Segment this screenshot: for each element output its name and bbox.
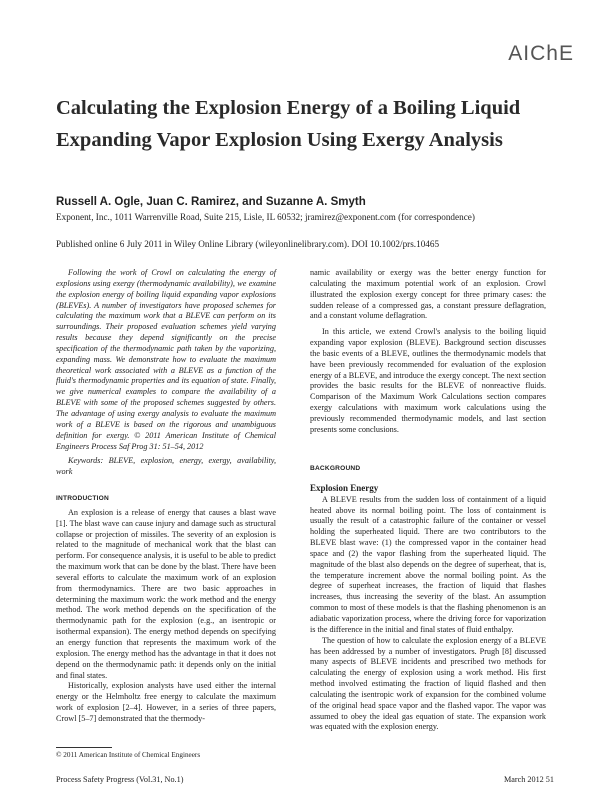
- footnote-divider: [56, 747, 112, 748]
- author-affiliation: Exponent, Inc., 1011 Warrenville Road, Suite 215, Lisle, IL 60532; jramirez@exponent.com (for correspondence): [56, 212, 475, 222]
- introduction-section: [56, 494, 276, 725]
- aiche-logo: AIChE: [508, 42, 574, 65]
- keywords: Keywords: BLEVE, explosion, energy, exergy, availability, work: [56, 456, 276, 477]
- background-section: [310, 464, 546, 733]
- explosion-energy-subheading: Explosion Energy: [310, 482, 379, 493]
- abstract-text: Following the work of Crowl on calculating the energy of explosions using exergy (thermodynamic availability), we examine the explosion energy of boiling liquid expanding vapor explosions (BLEVEs). A number of investigators have proposed schemes for calculating the maximum work that a BLEVE can perform on its surroundings. Their proposed evaluation schemes yield varying results because they depend significantly on the precise specification of the thermodynamic path taken by the vaporizing, expanding mass. We demonstrate how to evaluate the maximum theoretical work associated with a BLEVE as a function of the fluid's thermodynamic properties and its equation of state. Finally, we give numerical examples to compare the availability of a BLEVE with some of the proposed schemes suggested by others. The advantage of using exergy analysis to evaluate the maximum work of a BLEVE is based on the rigorous and unambiguous definition for exergy. © 2011 American Institute of Chemical Engineers Process Saf Prog 31: 51–54, 2012: [56, 268, 276, 451]
- date-page-footer: March 2012 51: [503, 775, 554, 784]
- journal-footer: Process Safety Progress (Vol.31, No.1): [56, 775, 184, 784]
- body-paragraph: In this article, we extend Crowl's analysis to the boiling liquid expanding vapor explosion (BLEVE). Background section discusses the basic events of a BLEVE, outlines the thermodynamic models that have been previously recommended for evaluation of the explosion energy of a BLEVE, and introduce the exergy concept. The next section provides the basic results for the BLEVE of nonreactive fluids. Comparison of the Maximum Work Calculations section compares exergy calculations with maximum work calculations using the previously recommended thermodynamic models, and last section presents some conclusions.: [310, 327, 546, 434]
- introduction-paragraph: Historically, explosion analysts have used either the internal energy or the Helmholtz free energy to calculate the maximum work of explosion [2–4]. However, in a series of three papers, Crowl [5–7] demonstrated that the thermody-: [56, 681, 276, 723]
- background-heading: BACKGROUND: [310, 465, 361, 472]
- background-paragraph: A BLEVE results from the sudden loss of containment of a liquid heated above its normal boiling point. The loss of containment is usually the result of a catastrophic failure of the container or vessel holding the superheated liquid. There are two contributors to the BLEVE blast wave: (1) the compressed vapor in the container head space and (2) the vapor flashing from the superheated liquid. The magnitude of the blast also depends on the degree of superheat, that is, the temperature increment above the normal boiling point. As the degree of superheat increases, the fraction of liquid that flashes increases, thus increasing the severity of the blast. An assumption common to most of these models is that the flashing phenomenon is an adiabatic vaporization process, where the driving force for vaporization is the difference in the initial and final states of fluid enthalpy.: [310, 494, 546, 634]
- abstract: [56, 268, 276, 478]
- copyright-footnote: © 2011 American Institute of Chemical Engineers: [56, 751, 201, 759]
- article-title: Calculating the Explosion Energy of a Boiling Liquid Expanding Vapor Explosion Using Exergy Analysis: [56, 97, 521, 151]
- publication-info: Published online 6 July 2011 in Wiley Online Library (wileyonlinelibrary.com). DOI 10.1002/prs.10465: [56, 239, 440, 249]
- introduction-heading: INTRODUCTION: [56, 495, 109, 502]
- author-list: Russell A. Ogle, Juan C. Ramirez, and Suzanne A. Smyth: [56, 196, 366, 208]
- right-column-intro: [310, 268, 546, 436]
- body-paragraph: namic availability or exergy was the better energy function for calculating the maximum potential work of an explosion. Crowl illustrated the explosion exergy concept for three primary cases: the sudden release of a compressed gas, a constant pressure deflagration, and a constant volume deflagration.: [310, 268, 546, 321]
- background-paragraph: The question of how to calculate the explosion energy of a BLEVE has been addressed by a number of investigators. Prugh [8] discussed many aspects of BLEVE incidents and prescribed two methods for calculating the energy of explosion using a work method. His first method involved estimating the fraction of liquid flashed and then calculating the isentropic work of expansion for the combined volume of the original head space vapor and the flashed vapor. The vapor was assumed to obey the ideal gas equation of state. The expansion work was equated with the explosion energy.: [310, 635, 546, 732]
- introduction-paragraph: An explosion is a release of energy that causes a blast wave [1]. The blast wave can cause injury and damage such as structural collapse or projection of missiles. The severity of an explosion is related to the magnitude of mechanical work that the blast can perform. For consequence analysis, it is useful to be able to predict the maximum work that can be done by the blast. There have been several efforts to calculate the maximum work of an explosion from thermodynamics. There are two basic approaches in determining the maximum work: the work method and the energy method. The work method depends on the specification of the thermodynamic path for the explosion (e.g., an isentropic or isothermal expansion). The energy method depends on specifying an energy function that represents the maximum work of the explosion. The energy method has the advantage in that it does not depend on the thermodynamic path: it depends only on the initial and final states.: [56, 507, 276, 680]
